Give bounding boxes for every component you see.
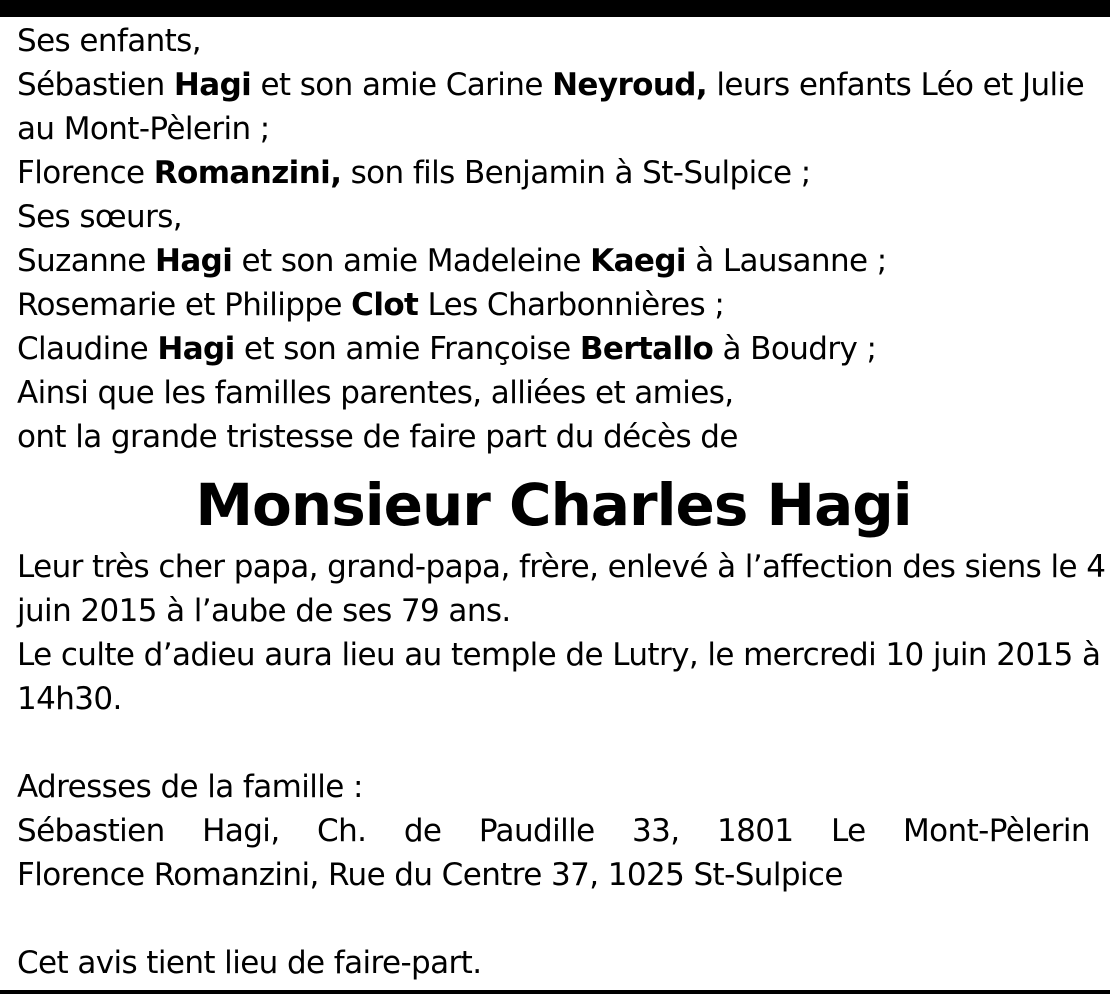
addresses-heading: Adresses de la famille : — [17, 769, 363, 805]
address-word: Le — [830, 813, 866, 849]
text: son fils Benjamin à St-Sulpice ; — [341, 155, 811, 191]
text: Rosemarie et Philippe — [17, 287, 352, 323]
address-word: Mont-Pèlerin — [903, 813, 1090, 849]
children-intro: Ses enfants, — [17, 23, 201, 59]
address-word: Sébastien — [17, 813, 165, 849]
address-word: 1801 — [717, 813, 794, 849]
spacer — [17, 897, 1090, 941]
address-word: de — [403, 813, 442, 849]
surname: Romanzini, — [153, 155, 342, 191]
sisters-intro: Ses sœurs, — [17, 199, 183, 235]
surname: Neyroud, — [552, 67, 708, 103]
body-line-2: juin 2015 à l’aube de ses 79 ans. — [17, 593, 511, 629]
text: Claudine — [17, 331, 158, 367]
family-line-florence — [17, 151, 1090, 195]
text: et son amie Madeleine — [232, 243, 591, 279]
text: et son amie Françoise — [234, 331, 580, 367]
address-line-florence: Florence Romanzini, Rue du Centre 37, 1025 St-Sulpice — [17, 857, 843, 893]
surname: Hagi — [155, 243, 233, 279]
text: Sébastien — [17, 67, 174, 103]
body-line-3: Le culte d’adieu aura lieu au temple de Lutry, le mercredi 10 juin 2015 à — [17, 637, 1101, 673]
obituary-notice — [17, 19, 1106, 985]
address-word: 33, — [632, 813, 680, 849]
address-line-sebastien — [17, 809, 1090, 853]
surname: Clot — [351, 287, 419, 323]
text: à Lausanne ; — [685, 243, 887, 279]
body-line-1: Leur très cher papa, grand-papa, frère, enlevé à l’affection des siens le 4 — [17, 549, 1106, 585]
family-line-suzanne — [17, 239, 1090, 283]
family-line-rosemarie — [17, 283, 1090, 327]
surname: Hagi — [157, 331, 235, 367]
text: Les Charbonnières ; — [418, 287, 725, 323]
spacer — [17, 721, 1090, 765]
body-line-4: 14h30. — [17, 681, 122, 717]
text: leurs enfants Léo et Julie — [707, 67, 1085, 103]
top-border-rule — [0, 0, 1110, 17]
text: Florence — [17, 155, 154, 191]
family-line-sebastien — [17, 63, 1090, 107]
extended-family-line: Ainsi que les familles parentes, alliées et amies, — [17, 375, 734, 411]
family-line-location: au Mont-Pèlerin ; — [17, 111, 270, 147]
surname: Kaegi — [590, 243, 686, 279]
bottom-border-rule — [0, 990, 1110, 994]
surname: Bertallo — [579, 331, 714, 367]
deceased-name-title: Monsieur Charles Hagi — [195, 471, 912, 539]
address-word: Hagi, — [202, 813, 280, 849]
address-word: Paudille — [478, 813, 595, 849]
family-line-claudine — [17, 327, 1090, 371]
text: Suzanne — [17, 243, 156, 279]
address-word: Ch. — [317, 813, 367, 849]
surname: Hagi — [173, 67, 252, 103]
text: et son amie Carine — [251, 67, 553, 103]
text: à Boudry ; — [713, 331, 877, 367]
announcement-line: ont la grande tristesse de faire part du décès de — [17, 419, 738, 455]
footer-note: Cet avis tient lieu de faire-part. — [17, 945, 482, 981]
